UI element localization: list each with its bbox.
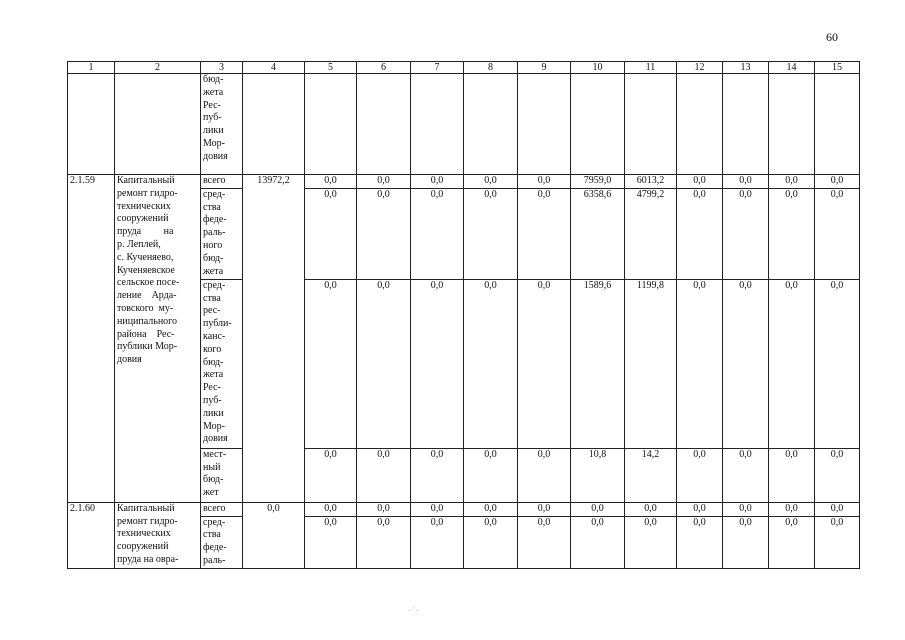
value-cell: 0,0	[518, 188, 571, 279]
value-cell: 1199,8	[625, 279, 677, 448]
value-cell: 0,0	[305, 175, 357, 189]
column-header: 7	[411, 62, 464, 74]
value-cell: 0,0	[518, 502, 571, 516]
value-cell: 0,0	[723, 448, 769, 502]
value-cell: 0,0	[815, 279, 860, 448]
entry-name: Капитальный ремонт гидро- технических сооружений пруда на р. Леплей, с. Кученяево, Кученяевское сельское посе- ление Арда- товского му- ниципального района Рес- публики Мор- довия	[115, 175, 201, 503]
value-cell	[464, 74, 518, 175]
value-cell: 0,0	[464, 516, 518, 568]
value-cell: 0,0	[769, 279, 815, 448]
value-cell	[723, 74, 769, 175]
value-cell	[769, 74, 815, 175]
page-number: 60	[826, 30, 838, 44]
value-cell: 0,0	[464, 188, 518, 279]
table-body	[68, 62, 860, 569]
funding-source: мест- ный бюд- жет	[201, 448, 243, 502]
funding-source: сред- ства рес- публи- канс- кого бюд- жета Рес- пуб- лики Мор- довия	[201, 279, 243, 448]
value-cell: 0,0	[305, 188, 357, 279]
value-cell: 0,0	[357, 175, 411, 189]
value-cell	[411, 74, 464, 175]
value-cell	[243, 74, 305, 175]
value-cell: 1589,6	[571, 279, 625, 448]
column-header: 4	[243, 62, 305, 74]
value-cell: 0,0	[518, 516, 571, 568]
value-cell: 6358,6	[571, 188, 625, 279]
value-cell: 0,0	[571, 516, 625, 568]
value-cell: 0,0	[677, 279, 723, 448]
value-cell: 0,0	[411, 175, 464, 189]
value-cell: 0,0	[305, 279, 357, 448]
value-cell: 0,0	[411, 502, 464, 516]
value-cell: 0,0	[769, 188, 815, 279]
value-cell: 0,0	[677, 448, 723, 502]
value-cell: 0,0	[411, 516, 464, 568]
value-cell	[357, 74, 411, 175]
entry-code: 2.1.60	[68, 502, 115, 568]
column-header: 5	[305, 62, 357, 74]
value-cell: 0,0	[815, 448, 860, 502]
column-header: 8	[464, 62, 518, 74]
budget-table	[67, 61, 860, 569]
scan-marks: . · .	[408, 604, 419, 613]
value-cell: 0,0	[723, 188, 769, 279]
value-cell: 0,0	[357, 279, 411, 448]
table-row	[68, 502, 860, 516]
column-header: 13	[723, 62, 769, 74]
value-cell: 0,0	[677, 188, 723, 279]
value-cell	[571, 74, 625, 175]
value-cell: 0,0	[677, 516, 723, 568]
value-cell: 0,0	[815, 175, 860, 189]
funding-source: сред- ства феде- раль- ного бюд- жета	[201, 188, 243, 279]
value-cell: 14,2	[625, 448, 677, 502]
value-cell: 0,0	[769, 516, 815, 568]
funding-source: всего	[201, 502, 243, 516]
value-cell: 0,0	[815, 502, 860, 516]
value-cell: 0,0	[723, 279, 769, 448]
value-cell: 0,0	[723, 502, 769, 516]
value-cell: 0,0	[815, 188, 860, 279]
value-cell: 0,0	[464, 175, 518, 189]
value-cell: 10,8	[571, 448, 625, 502]
column-header: 12	[677, 62, 723, 74]
value-cell: 0,0	[723, 175, 769, 189]
value-cell: 0,0	[357, 502, 411, 516]
value-cell: 0,0	[815, 516, 860, 568]
value-cell	[305, 74, 357, 175]
code-cell	[68, 74, 115, 175]
column-header: 15	[815, 62, 860, 74]
value-cell: 0,0	[464, 279, 518, 448]
entry-code: 2.1.59	[68, 175, 115, 503]
funding-source: сред- ства феде- раль-	[201, 516, 243, 568]
table-row	[68, 175, 860, 189]
column-header: 1	[68, 62, 115, 74]
value-cell: 0,0	[677, 175, 723, 189]
value-cell: 0,0	[769, 502, 815, 516]
value-cell: 0,0	[625, 502, 677, 516]
value-cell: 0,0	[518, 448, 571, 502]
value-cell: 7959,0	[571, 175, 625, 189]
value-cell: 6013,2	[625, 175, 677, 189]
value-cell	[815, 74, 860, 175]
header-row	[68, 62, 860, 74]
value-cell: 0,0	[357, 516, 411, 568]
value-cell: 0,0	[357, 188, 411, 279]
value-cell: 0,0	[305, 448, 357, 502]
value-cell: 0,0	[677, 502, 723, 516]
value-cell: 0,0	[305, 502, 357, 516]
column-header: 3	[201, 62, 243, 74]
value-cell: 0,0	[625, 516, 677, 568]
entry-total: 0,0	[243, 502, 305, 568]
funding-source: всего	[201, 175, 243, 189]
value-cell: 0,0	[518, 279, 571, 448]
value-cell: 0,0	[411, 188, 464, 279]
value-cell: 0,0	[305, 516, 357, 568]
column-header: 11	[625, 62, 677, 74]
value-cell: 0,0	[723, 516, 769, 568]
column-header: 9	[518, 62, 571, 74]
value-cell	[518, 74, 571, 175]
value-cell: 4799,2	[625, 188, 677, 279]
entry-name: Капитальный ремонт гидро- технических сооружений пруда на овра-	[115, 502, 201, 568]
value-cell: 0,0	[357, 448, 411, 502]
entry-total: 13972,2	[243, 175, 305, 503]
value-cell: 0,0	[411, 279, 464, 448]
value-cell: 0,0	[571, 502, 625, 516]
source-cell: бюд- жета Рес- пуб- лики Мор- довия	[201, 74, 243, 175]
column-header: 6	[357, 62, 411, 74]
name-cell	[115, 74, 201, 175]
value-cell: 0,0	[518, 175, 571, 189]
value-cell: 0,0	[769, 448, 815, 502]
value-cell: 0,0	[464, 448, 518, 502]
value-cell: 0,0	[411, 448, 464, 502]
column-header: 14	[769, 62, 815, 74]
value-cell: 0,0	[464, 502, 518, 516]
value-cell: 0,0	[769, 175, 815, 189]
value-cell	[625, 74, 677, 175]
column-header: 10	[571, 62, 625, 74]
value-cell	[677, 74, 723, 175]
carry-over-row	[68, 74, 860, 175]
column-header: 2	[115, 62, 201, 74]
